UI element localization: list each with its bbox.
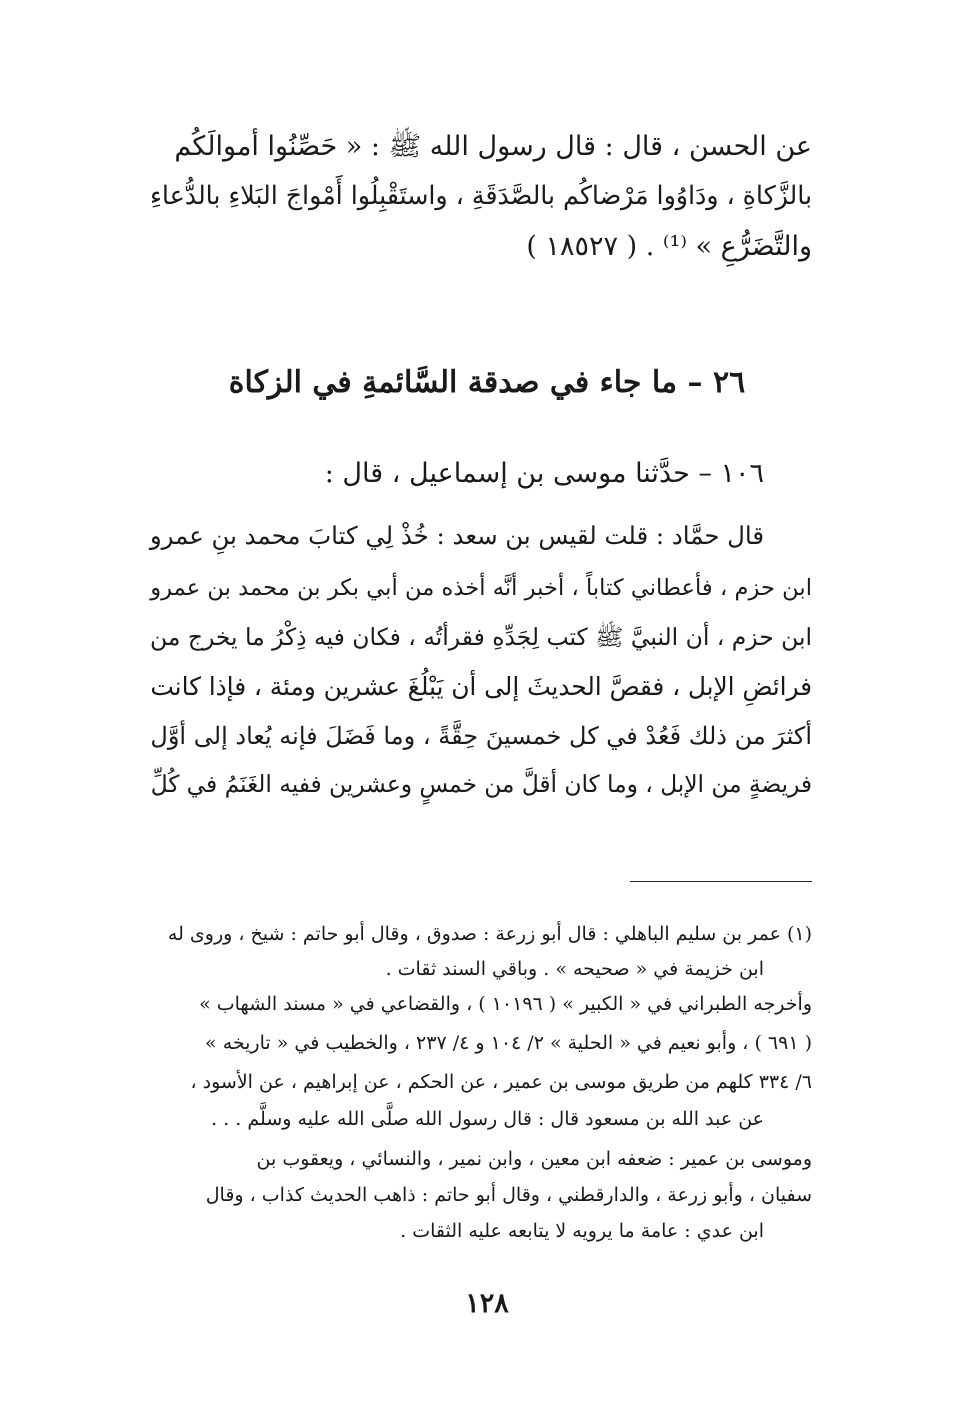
hadith-line-6: أكثرَ من ذلك فَعُدْ في كل خمسينَ حِقَّةً ، وما فَضَلَ فإنه يُعاد إلى أوَّل <box>150 722 812 750</box>
intro-line-3: والتَّضَرُّعِ » ⁽¹⁾ . ( ١٨٥٢٧ ) <box>526 231 812 262</box>
footnote-separator <box>630 881 812 882</box>
hadith-line-4: ابن حزم ، أن النبيَّ ﷺ كتب لِجَدِّهِ فقرأتُه ، فكان فيه ذِكْرُ ما يخرج من <box>150 623 812 651</box>
footnote-line-5: ٦/ ٣٣٤ كلهم من طريق موسى بن عمير ، عن الحكم ، عن إبراهيم ، عن الأسود ، <box>190 1071 812 1093</box>
footnote-line-7: وموسى بن عمير : ضعفه ابن معين ، وابن نمير ، والنسائي ، ويعقوب بن <box>256 1148 812 1170</box>
intro-line-2: بالزَّكاةِ ، ودَاوُوا مَرْضاكُم بالصَّدَقَةِ ، واستَقْبِلُوا أَمْواجَ البَلاءِ بالدُّعاءِ <box>150 181 812 210</box>
hadith-line-7: فريضةٍ من الإبل ، وما كان أقلَّ من خمسٍ وعشرين ففيه الغَنَمُ في كُلِّ <box>150 771 812 798</box>
hadith-line-3: ابن حزم ، فأعطاني كتاباً ، أخبر أنَّه أخذه من أبي بكر بن محمد بن عمرو <box>150 575 812 601</box>
chapter-heading: ٢٦ – ما جاء في صدقة السَّائمةِ في الزكاة <box>228 365 746 400</box>
footnote-line-9: ابن عدي : عامة ما يرويه لا يتابعه عليه الثقات . <box>400 1220 764 1242</box>
hadith-line-2: قال حمَّاد : قلت لقيس بن سعد : خُذْ لِي كتابَ محمد بنِ عمرو <box>149 521 764 550</box>
footnote-line-6: عن عبد الله بن مسعود قال : قال رسول الله صلَّى الله عليه وسلَّم . . . <box>211 1108 764 1130</box>
hadith-line-1: ١٠٦ – حدَّثنا موسى بن إسماعيل ، قال : <box>324 458 764 489</box>
hadith-line-5: فرائضِ الإبل ، فقصَّ الحديثَ إلى أن يَبْلُغَ عشرين ومئة ، فإذا كانت <box>150 672 812 701</box>
page-number: ١٢٨ <box>465 1288 509 1319</box>
intro-line-1: عن الحسن ، قال : قال رسول الله ﷺ : « حَصِّنُوا أموالَكُم <box>174 131 812 162</box>
footnote-line-1: (١) عمر بن سليم الباهلي : قال أبو زرعة : صدوق ، وقال أبو حاتم : شيخ ، وروى له <box>167 923 812 945</box>
footnote-line-4: ( ٦٩١ ) ، وأبو نعيم في « الحلية » ٢/ ١٠٤ و ٤/ ٢٣٧ ، والخطيب في « تاريخه » <box>205 1032 812 1054</box>
footnote-line-3: وأخرجه الطبراني في « الكبير » ( ١٠١٩٦ ) ، والقضاعي في « مسند الشهاب » <box>199 993 812 1015</box>
footnote-line-2: ابن خزيمة في « صحيحه » . وباقي السند ثقات . <box>385 958 764 980</box>
footnote-line-8: سفيان ، وأبو زرعة ، والدارقطني ، وقال أبو حاتم : ذاهب الحديث كذاب ، وقال <box>205 1184 812 1206</box>
